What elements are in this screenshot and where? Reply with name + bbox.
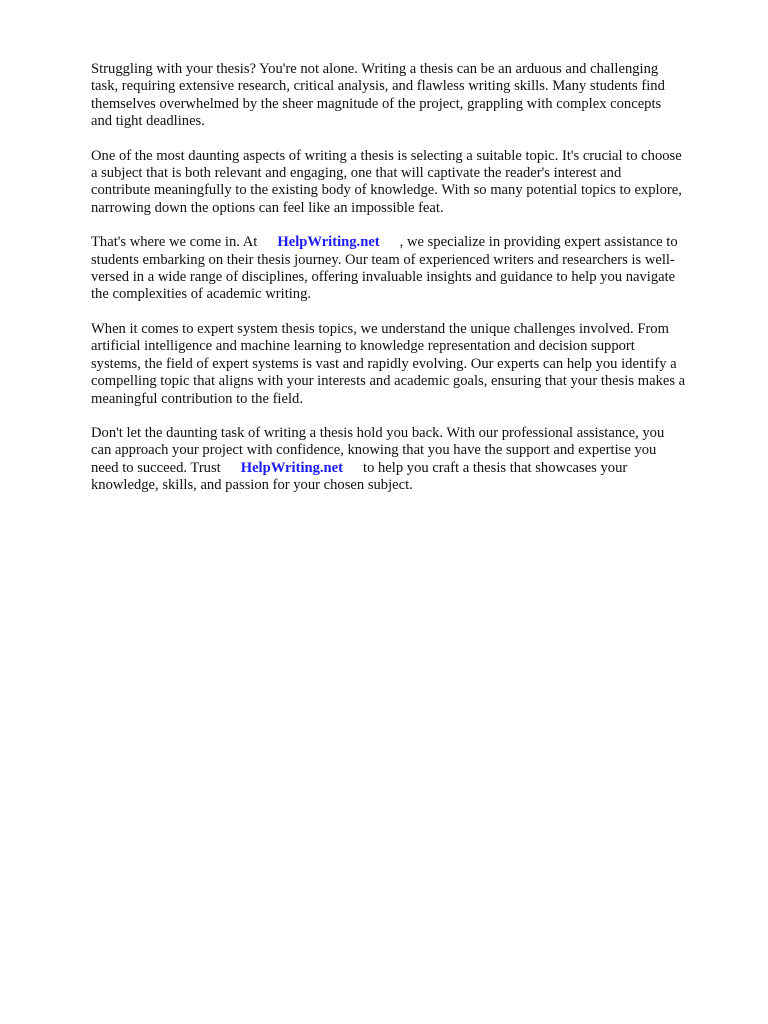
text-line: artificial intelligence and machine learning to knowledge representation and decision support — [91, 338, 635, 355]
text-line: Struggling with your thesis? You're not alone. Writing a thesis can be an arduous and challenging — [91, 61, 659, 77]
text-line: knowledge, skills, and passion for your chosen subject. — [91, 477, 413, 494]
paragraph-intro — [91, 61, 729, 131]
text-line: the complexities of academic writing. — [91, 286, 312, 303]
text-line: contribute meaningfully to the existing body of knowledge. With so many potential topics to explore, — [91, 182, 682, 199]
text-fragment: to help you craft a thesis that showcases your — [363, 459, 628, 476]
text-line: systems, the field of expert systems is vast and rapidly evolving. Our experts can help you identify a — [91, 355, 677, 372]
text-line-with-link — [91, 234, 729, 251]
text-line-with-link — [91, 460, 729, 477]
helpwriting-link[interactable]: HelpWriting.net — [277, 234, 380, 251]
helpwriting-link[interactable]: HelpWriting.net — [240, 459, 344, 476]
text-line: and tight deadlines. — [91, 113, 205, 130]
text-line: can approach your project with confidence, knowing that you have the support and expertise you — [91, 442, 657, 459]
text-fragment: That's where we come in. At — [91, 234, 258, 251]
text-line: students embarking on their thesis journey. Our team of experienced writers and researchers is well- — [91, 251, 675, 268]
text-line: meaningful contribution to the field. — [91, 390, 303, 407]
paragraph-conclusion — [91, 425, 729, 495]
document-page — [91, 61, 729, 512]
text-line: narrowing down the options can feel like an impossible feat. — [91, 199, 444, 216]
text-line: task, requiring extensive research, critical analysis, and flawless writing skills. Many students find — [91, 78, 665, 95]
text-line: themselves overwhelmed by the sheer magnitude of the project, grappling with complex concepts — [91, 95, 662, 112]
text-line: compelling topic that aligns with your interests and academic goals, ensuring that your thesis makes a — [91, 373, 686, 390]
text-fragment: , we specialize in providing expert assistance to — [399, 234, 678, 251]
paragraph-service — [91, 234, 729, 304]
text-line: versed in a wide range of disciplines, offering invaluable insights and guidance to help you navigate — [91, 269, 676, 286]
text-fragment: need to succeed. Trust — [91, 459, 221, 476]
text-line: Don't let the daunting task of writing a thesis hold you back. With our professional assistance, you — [91, 424, 665, 441]
text-line: a subject that is both relevant and engaging, one that will captivate the reader's interest and — [91, 165, 622, 182]
paragraph-expert-systems — [91, 321, 729, 408]
text-line: When it comes to expert system thesis topics, we understand the unique challenges involved. From — [91, 320, 669, 337]
text-line: One of the most daunting aspects of writing a thesis is selecting a suitable topic. It's crucial to choose — [91, 147, 682, 164]
paragraph-topic-selection — [91, 148, 729, 218]
